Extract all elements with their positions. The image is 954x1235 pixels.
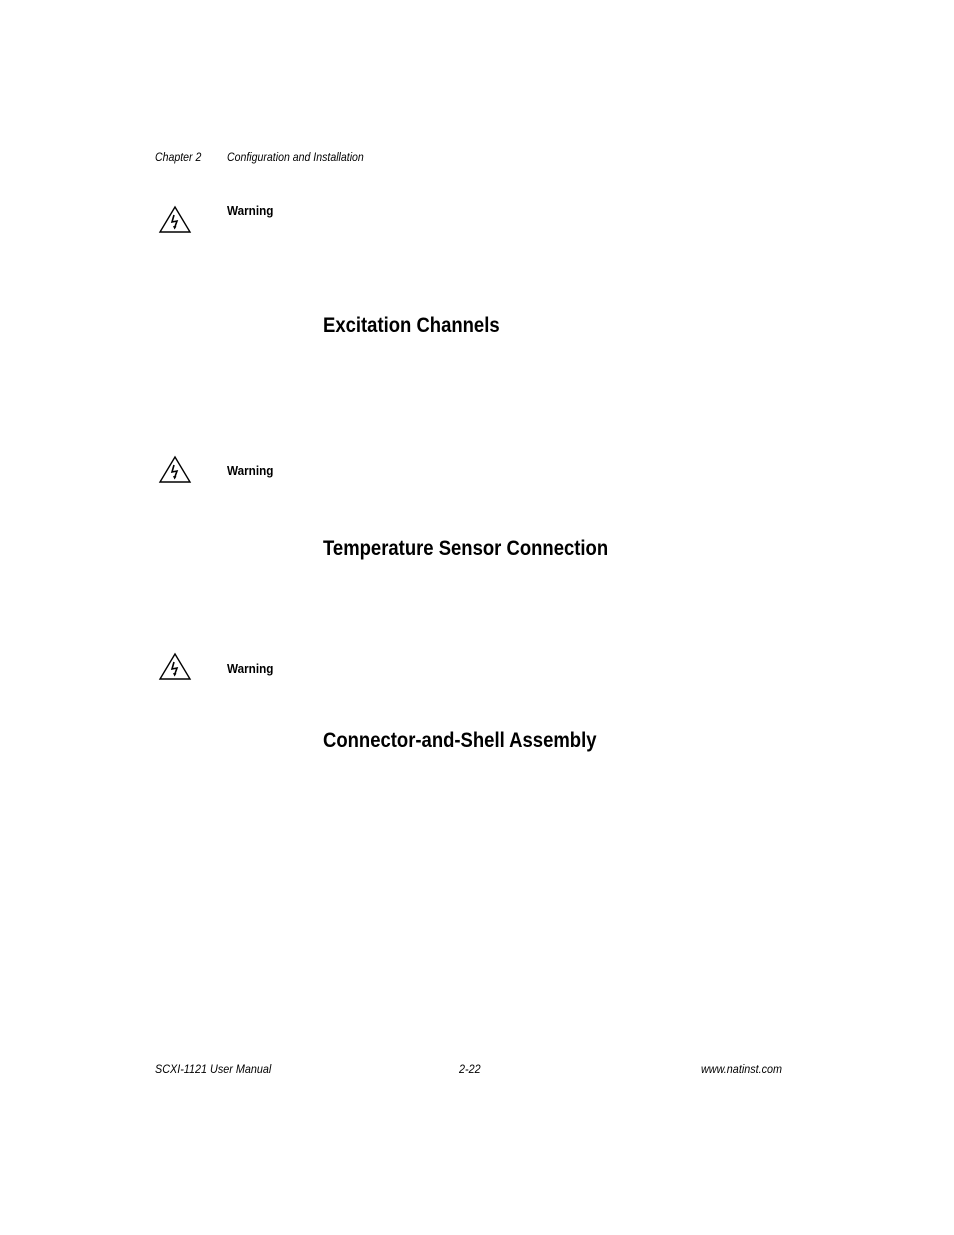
section-heading-excitation-channels: Excitation Channels <box>323 314 500 337</box>
header-title: Configuration and Installation <box>227 150 364 164</box>
warning-icon <box>158 652 192 687</box>
hazardous-voltage-warning-icon <box>158 652 192 682</box>
section-heading-connector-and-shell-assembly: Connector-and-Shell Assembly <box>323 729 597 752</box>
footer-manual-title: SCXI-1121 User Manual <box>155 1062 272 1076</box>
header-chapter: Chapter 2 <box>155 150 202 164</box>
warning-label: Warning <box>227 203 274 218</box>
warning-icon <box>158 455 192 490</box>
warning-label: Warning <box>227 463 274 478</box>
section-heading-temperature-sensor-connection: Temperature Sensor Connection <box>323 537 609 560</box>
hazardous-voltage-warning-icon <box>158 455 192 485</box>
hazardous-voltage-warning-icon <box>158 205 192 235</box>
warning-icon <box>158 205 192 240</box>
footer-page-number: 2-22 <box>459 1062 481 1076</box>
footer-website: www.natinst.com <box>701 1062 783 1076</box>
warning-label: Warning <box>227 661 274 676</box>
